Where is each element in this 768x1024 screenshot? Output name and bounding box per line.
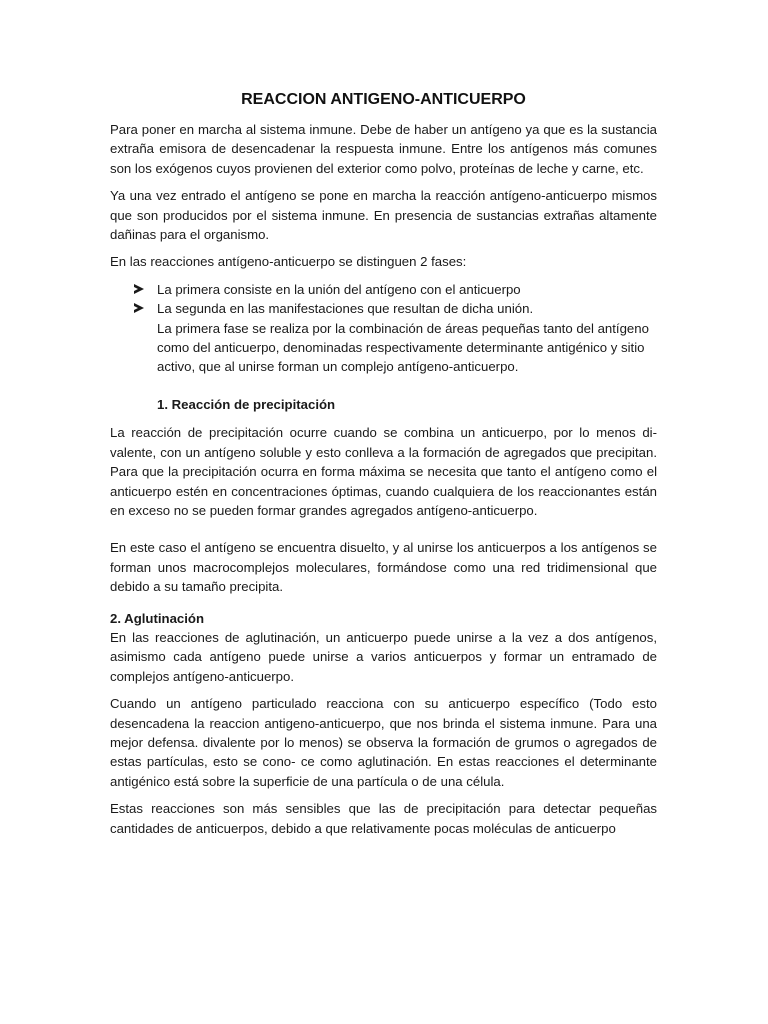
list-item-text: La segunda en las manifestaciones que resultan de dicha unión.: [157, 301, 534, 317]
list-item: [157, 299, 657, 318]
paragraph-antigen-entry: Ya una vez entrado el antígeno se pone en marcha la reacción antígeno-anticuerpo mismos que son producidos por el sistema inmune. En presencia de sustancias extrañas altamente dañinas para el organismo.: [110, 188, 657, 243]
list-item-text: La primera consiste en la unión del antígeno con el anticuerpo: [157, 281, 521, 297]
paragraph-precipitation: La reacción de precipitación ocurre cuando se combina un anticuerpo, por lo menos di-valente, con un antígeno soluble y esto conlleva a la formación de agregados que precipitan. Para que la precipitación ocurra en forma máxima se necesita que tanto el antígeno como el anticuerpo estén en concentraciones óptimas, cuando cualquiera de los reaccionantes están en exceso no se pueden formar grandes agregados antígeno-anticuerpo.: [110, 425, 657, 518]
phases-list: [157, 280, 657, 319]
paragraph-agglutination-detail: Cuando un antígeno particulado reacciona con su anticuerpo específico (Todo esto desencadena la reaccion antigeno-anticuerpo, que nos brinda el sistema inmune. Para una mejor defensa. divalente por lo menos) se observa la formación de grumos o agregados de estas partículas, esto se cono- ce como aglutinación. En estas reacciones el determinante antigénico está sobre la superficie de una partícula o de una célula.: [110, 696, 657, 789]
paragraph-precipitation-detail: En este caso el antígeno se encuentra disuelto, y al unirse los anticuerpos a los antígenos se forman unos macrocomplejos moleculares, formándose como una red tridimensional que debido a su tamaño precipita.: [110, 540, 657, 595]
arrow-bullet-icon: [134, 284, 144, 294]
paragraph-agglutination-sensitivity: Estas reacciones son más sensibles que las de precipitación para detectar pequeñas cantidades de anticuerpos, debido a que relativamente pocas moléculas de anticuerpo: [110, 801, 657, 836]
section-heading-agglutination: 2. Aglutinación: [110, 610, 205, 626]
page-title: REACCION ANTIGENO-ANTICUERPO: [241, 91, 526, 108]
section-heading-precipitation: 1. Reacción de precipitación: [157, 396, 336, 412]
paragraph-agglutination: En las reacciones de aglutinación, un anticuerpo puede unirse a la vez a dos antígenos, asimismo cada antígeno puede unirse a varios anticuerpos y formar un entramado de complejos antígeno-anticuerpo.: [110, 629, 657, 684]
paragraph-phases-intro: En las reacciones antígeno-anticuerpo se distinguen 2 fases:: [110, 254, 467, 270]
paragraph-intro: Para poner en marcha al sistema inmune. Debe de haber un antígeno ya que es la sustancia extraña emisora de desencadenar la respuesta inmune. Entre los antígenos más comunes son los exógenos cuyos provienen del exterior como polvo, proteínas de leche y carne, etc.: [110, 122, 657, 176]
phase-description: La primera fase se realiza por la combinación de áreas pequeñas tanto del antígeno como del anticuerpo, denominadas respectivamente determinante antigénico y sitio activo, que al unirse forman un complejo antígeno-anticuerpo.: [157, 320, 649, 375]
arrow-bullet-icon: [134, 303, 144, 313]
list-item: [157, 280, 657, 299]
